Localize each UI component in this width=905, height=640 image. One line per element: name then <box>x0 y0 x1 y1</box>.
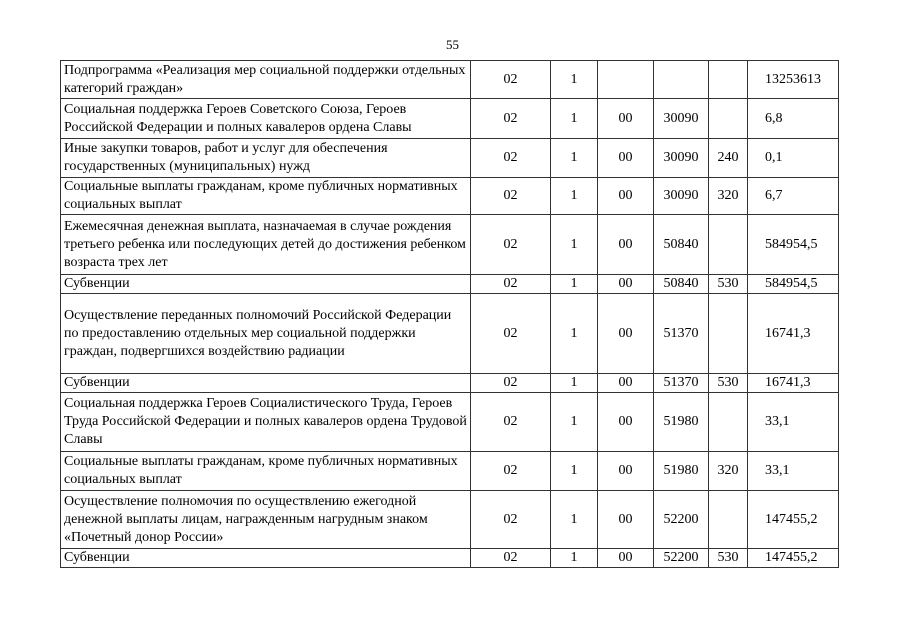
target-article-code: 30090 <box>654 178 709 215</box>
section-code: 02 <box>471 139 551 178</box>
program-code: 00 <box>598 139 654 178</box>
expense-type-code: 530 <box>709 374 748 393</box>
table-row <box>61 294 839 374</box>
table-row <box>61 215 839 275</box>
row-name: Субвенции <box>61 374 471 393</box>
row-name: Иные закупки товаров, работ и услуг для обеспечения государственных (муниципальных) нужд <box>61 139 471 178</box>
table-row <box>61 491 839 549</box>
subsection-code: 1 <box>551 452 598 491</box>
subsection-code: 1 <box>551 393 598 452</box>
subsection-code: 1 <box>551 215 598 275</box>
table-row <box>61 374 839 393</box>
subsection-code: 1 <box>551 178 598 215</box>
expense-type-code <box>709 393 748 452</box>
program-code: 00 <box>598 452 654 491</box>
table-row <box>61 61 839 99</box>
target-article-code: 52200 <box>654 491 709 549</box>
amount: 6,8 <box>748 99 839 139</box>
budget-table <box>60 60 839 568</box>
amount: 6,7 <box>748 178 839 215</box>
subsection-code: 1 <box>551 99 598 139</box>
subsection-code: 1 <box>551 139 598 178</box>
row-name: Субвенции <box>61 275 471 294</box>
program-code: 00 <box>598 294 654 374</box>
target-article-code: 51370 <box>654 294 709 374</box>
section-code: 02 <box>471 294 551 374</box>
amount: 16741,3 <box>748 374 839 393</box>
expense-type-code <box>709 491 748 549</box>
amount: 16741,3 <box>748 294 839 374</box>
section-code: 02 <box>471 393 551 452</box>
expense-type-code: 240 <box>709 139 748 178</box>
subsection-code: 1 <box>551 549 598 568</box>
table-row <box>61 393 839 452</box>
amount: 33,1 <box>748 452 839 491</box>
table-row <box>61 275 839 294</box>
table-row <box>61 452 839 491</box>
program-code: 00 <box>598 99 654 139</box>
program-code: 00 <box>598 491 654 549</box>
program-code: 00 <box>598 393 654 452</box>
target-article-code: 51370 <box>654 374 709 393</box>
target-article-code: 30090 <box>654 139 709 178</box>
subsection-code: 1 <box>551 294 598 374</box>
expense-type-code <box>709 99 748 139</box>
section-code: 02 <box>471 215 551 275</box>
row-name: Субвенции <box>61 549 471 568</box>
subsection-code: 1 <box>551 491 598 549</box>
row-name: Социальная поддержка Героев Социалистического Труда, Героев Труда Российской Федерации и полных кавалеров ордена Трудовой Славы <box>61 393 471 452</box>
row-name: Осуществление переданных полномочий Российской Федерации по предоставлению отдельных мер социальной поддержки граждан, подвергшихся воздействию радиации <box>61 294 471 374</box>
amount: 0,1 <box>748 139 839 178</box>
row-name: Осуществление полномочия по осуществлению ежегодной денежной выплаты лицам, награжденным нагрудным знаком «Почетный донор России» <box>61 491 471 549</box>
target-article-code: 52200 <box>654 549 709 568</box>
program-code <box>598 61 654 99</box>
row-name: Социальная поддержка Героев Советского Союза, Героев Российской Федерации и полных кавалеров ордена Славы <box>61 99 471 139</box>
amount: 584954,5 <box>748 215 839 275</box>
expense-type-code <box>709 294 748 374</box>
section-code: 02 <box>471 491 551 549</box>
target-article-code: 50840 <box>654 215 709 275</box>
program-code: 00 <box>598 275 654 294</box>
target-article-code: 30090 <box>654 99 709 139</box>
subsection-code: 1 <box>551 374 598 393</box>
target-article-code <box>654 61 709 99</box>
page-number: 55 <box>446 37 459 52</box>
row-name: Социальные выплаты гражданам, кроме публичных нормативных социальных выплат <box>61 178 471 215</box>
amount: 147455,2 <box>748 491 839 549</box>
program-code: 00 <box>598 215 654 275</box>
target-article-code: 51980 <box>654 393 709 452</box>
program-code: 00 <box>598 374 654 393</box>
amount: 13253613 <box>748 61 839 99</box>
expense-type-code: 320 <box>709 178 748 215</box>
table-row <box>61 139 839 178</box>
section-code: 02 <box>471 178 551 215</box>
subsection-code: 1 <box>551 61 598 99</box>
table-row <box>61 99 839 139</box>
section-code: 02 <box>471 549 551 568</box>
section-code: 02 <box>471 61 551 99</box>
row-name: Ежемесячная денежная выплата, назначаемая в случае рождения третьего ребенка или последующих детей до достижения ребенком возраста трех лет <box>61 215 471 275</box>
section-code: 02 <box>471 374 551 393</box>
amount: 147455,2 <box>748 549 839 568</box>
section-code: 02 <box>471 275 551 294</box>
table-row <box>61 549 839 568</box>
amount: 584954,5 <box>748 275 839 294</box>
program-code: 00 <box>598 178 654 215</box>
row-name: Социальные выплаты гражданам, кроме публичных нормативных социальных выплат <box>61 452 471 491</box>
expense-type-code <box>709 215 748 275</box>
amount: 33,1 <box>748 393 839 452</box>
section-code: 02 <box>471 452 551 491</box>
subsection-code: 1 <box>551 275 598 294</box>
target-article-code: 50840 <box>654 275 709 294</box>
section-code: 02 <box>471 99 551 139</box>
row-name: Подпрограмма «Реализация мер социальной поддержки отдельных категорий граждан» <box>61 61 471 99</box>
table-row <box>61 178 839 215</box>
expense-type-code: 530 <box>709 275 748 294</box>
program-code: 00 <box>598 549 654 568</box>
target-article-code: 51980 <box>654 452 709 491</box>
expense-type-code: 320 <box>709 452 748 491</box>
expense-type-code <box>709 61 748 99</box>
expense-type-code: 530 <box>709 549 748 568</box>
